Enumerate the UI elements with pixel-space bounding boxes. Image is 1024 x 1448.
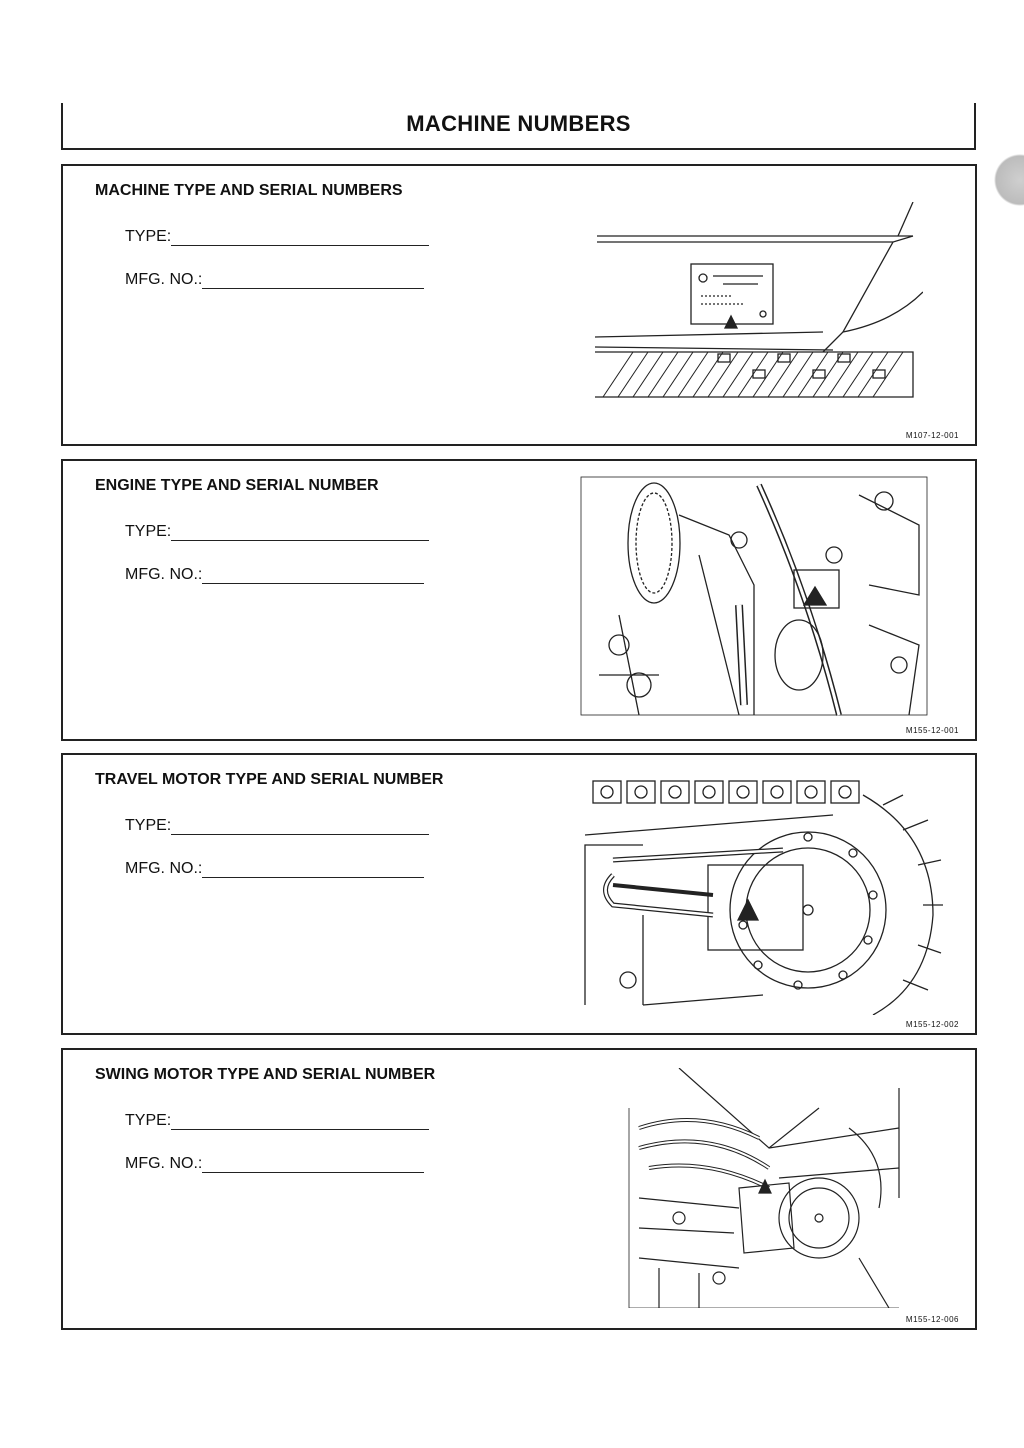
mfg-blank-line[interactable] [202,272,424,289]
mfg-label: MFG. NO.: [125,860,203,877]
mfg-blank-line[interactable] [202,1156,424,1173]
type-field [125,817,429,835]
engine-compartment-illustration [579,475,929,717]
mfg-field [125,1155,424,1173]
mfg-label: MFG. NO.: [125,1155,203,1172]
type-blank-line[interactable] [171,1113,429,1130]
figure-code: M155-12-002 [905,1020,959,1029]
mfg-field [125,860,424,878]
serial-plate-illustration [593,202,923,402]
type-field [125,523,429,541]
section-heading: TRAVEL MOTOR TYPE AND SERIAL NUMBER [95,771,444,788]
figure-code: M155-12-006 [905,1315,959,1324]
type-label: TYPE: [125,228,172,245]
page-title-box [61,103,976,150]
type-label: TYPE: [125,817,172,834]
swing-motor-illustration [619,1068,909,1308]
mfg-blank-line[interactable] [202,861,424,878]
type-label: TYPE: [125,1112,172,1129]
section-heading: ENGINE TYPE AND SERIAL NUMBER [95,477,379,494]
type-blank-line[interactable] [171,818,429,835]
figure-code: M155-12-001 [905,726,959,735]
section-heading: MACHINE TYPE AND SERIAL NUMBERS [95,182,403,199]
mfg-label: MFG. NO.: [125,271,203,288]
type-blank-line[interactable] [171,524,429,541]
section-travel-motor [61,753,977,1035]
mfg-field [125,566,424,584]
section-heading: SWING MOTOR TYPE AND SERIAL NUMBER [95,1066,436,1083]
page-title: MACHINE NUMBERS [406,111,631,136]
mfg-field [125,271,424,289]
mfg-label: MFG. NO.: [125,566,203,583]
section-engine [61,459,977,741]
type-field [125,1112,429,1130]
type-label: TYPE: [125,523,172,540]
page-tab-mark [980,150,1024,210]
section-machine [61,164,977,446]
mfg-blank-line[interactable] [202,567,424,584]
type-field [125,228,429,246]
section-swing-motor [61,1048,977,1330]
figure-code: M107-12-001 [905,431,959,440]
travel-motor-illustration [583,775,943,1015]
type-blank-line[interactable] [171,229,429,246]
